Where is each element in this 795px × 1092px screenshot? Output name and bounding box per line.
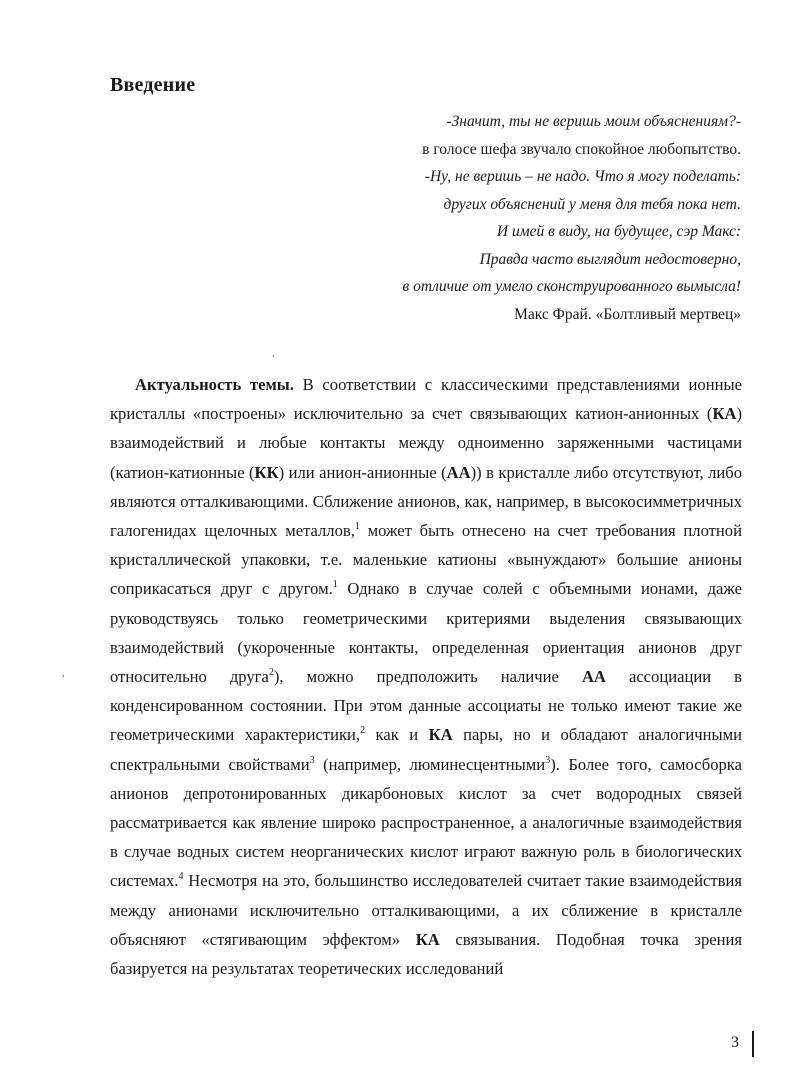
text-run: пары, но и обладают аналогичными спектральными свойствами: [110, 725, 742, 774]
text-run: Однако в случае солей с объемными ионами, даже руководствуясь только геометрическими критериями выделения связывающих взаимодействий (укороченные контакты, определенная ориентация анионов друг относительно друга: [110, 579, 742, 687]
text-run: может быть отнесено на счет требования плотной кристаллической упаковки, т.е. маленькие катионы «вынуждают» большие анионы соприкасаться друг с другом.: [110, 521, 742, 599]
epigraph-line: Правда часто выглядит недостоверно,: [479, 250, 741, 268]
bold-term: КА: [415, 929, 440, 949]
scan-speck: ,: [62, 668, 65, 679]
text-run: Несмотря на это, большинство исследователей считает такие взаимодействия между анионами исключительно отталкивающими, а их сближение в кристалле объясняют «стягивающим эффектом»: [110, 871, 742, 949]
epigraph-line: И имей в виду, на будущее, сэр Макс:: [496, 223, 741, 240]
text-run: связывания. Подобная точка зрения базируется на результатах теоретических исследований: [110, 929, 742, 979]
footnote-ref: 1: [332, 579, 338, 591]
bold-term: КА: [712, 404, 737, 424]
text-run: ассоциации в конденсированном состоянии. При этом данные ассоциаты не только имеют такие же геометрическими характеристики,: [110, 667, 742, 745]
section-heading: Введение: [110, 74, 196, 96]
body-text: [110, 370, 742, 983]
text-run: ). Более того, самосборка анионов депротонированных дикарбоновых кислот за счет водородных связей рассматривается как явление широко распространенное, а аналогичные взаимодействия в случае водных систем неорганических кислот играют важную роль в биологических системах.: [110, 754, 742, 891]
footnote-ref: 3: [309, 754, 315, 766]
text-run: )) в кристалле либо отсутствуют, либо являются отталкивающими. Сближение анионов, как, например, в высокосимметричных галогенидах щелочных металлов,: [110, 462, 742, 541]
text-run: (например, люминесцентными: [314, 754, 546, 774]
epigraph-line: -Значит, ты не веришь моим объяснениям?-: [446, 113, 741, 130]
epigraph-line: Макс Фрай. «Болтливый мертвец»: [514, 305, 741, 323]
footnote-ref: 1: [354, 521, 360, 533]
footnote-ref: 2: [268, 667, 274, 679]
scan-speck: ,: [272, 348, 275, 359]
epigraph-line: в голосе шефа звучало спокойное любопытство.: [422, 140, 741, 158]
bold-term: АА: [581, 667, 606, 687]
bold-term: АА: [446, 462, 471, 482]
bold-term: Актуальность темы.: [135, 375, 294, 394]
text-run: В соответствии с классическими представлениями ионные кристаллы «построены» исключительно за счет связывающих катион-анионных (: [110, 375, 742, 424]
epigraph-line: в отличие от умело сконструированного вымысла!: [402, 278, 741, 295]
page-number: 3: [731, 1034, 739, 1051]
text-run: ) или анион-анионные (: [278, 462, 447, 482]
page-number-rule: [752, 1031, 754, 1057]
epigraph-line: -Ну, не веришь – не надо. Что я могу поделать:: [424, 168, 741, 185]
footnote-ref: 3: [545, 754, 551, 766]
text-run: ), можно предположить наличие: [273, 667, 582, 687]
text-run: как и: [365, 725, 429, 745]
body-paragraph: [110, 370, 742, 983]
bold-term: КА: [428, 725, 453, 745]
epigraph: [301, 108, 741, 328]
bold-term: КК: [254, 462, 279, 482]
footnote-ref: 2: [360, 725, 366, 737]
epigraph-line: других объяснений у меня для тебя пока нет.: [443, 195, 741, 213]
text-run: ) взаимодействий и любые контакты между одноименно заряженными частицами (катион-катионные (: [110, 404, 742, 482]
footnote-ref: 4: [178, 871, 184, 883]
